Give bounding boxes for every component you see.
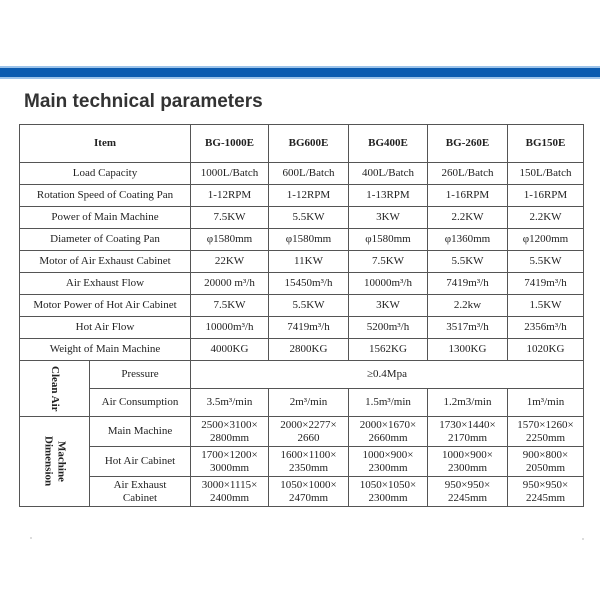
row-value: 600L/Batch (269, 163, 349, 185)
row-value: 3517m³/h (428, 317, 508, 339)
row-label: Hot Air Cabinet (90, 447, 191, 477)
row-value: 5200m³/h (349, 317, 428, 339)
header-band (0, 66, 600, 79)
cell-line: 1050×1000× (280, 478, 337, 491)
cell-line: 1000×900× (442, 448, 493, 461)
row-value: 2.2KW (428, 207, 508, 229)
page-title: Main technical parameters (24, 91, 263, 112)
row-value: 7419m³/h (428, 273, 508, 295)
cell-line: 2050mm (525, 461, 566, 474)
cell-line: 2300mm (368, 491, 408, 504)
cell-line: 2170mm (447, 431, 488, 444)
row-value: 1000L/Batch (191, 163, 269, 185)
row-value: φ1580mm (191, 229, 269, 251)
cell-line: 1050×1050× (359, 478, 417, 491)
row-value: 150L/Batch (508, 163, 584, 185)
row-value: 260L/Batch (428, 163, 508, 185)
row-label: Motor Power of Hot Air Cabinet (20, 295, 191, 317)
decorative-dot (582, 538, 584, 540)
row-value: φ1200mm (508, 229, 584, 251)
row-value (269, 477, 349, 507)
table-row (20, 417, 584, 447)
row-value: 1-12RPM (269, 185, 349, 207)
row-value: 7419m³/h (269, 317, 349, 339)
row-value: 1.2m3/min (428, 389, 508, 417)
row-label: Motor of Air Exhaust Cabinet (20, 251, 191, 273)
cell-line: 2660 (297, 431, 320, 444)
cell-line: 1600×1100× (280, 448, 337, 461)
row-value: 1-16RPM (428, 185, 508, 207)
table-row (20, 207, 584, 229)
row-value: 15450m³/h (269, 273, 349, 295)
row-label: Rotation Speed of Coating Pan (20, 185, 191, 207)
table-row (20, 185, 584, 207)
row-value: 1.5m³/min (349, 389, 428, 417)
row-value: φ1580mm (269, 229, 349, 251)
decorative-dot (30, 537, 32, 539)
cell-line: 3000mm (209, 461, 250, 474)
row-value: 1.5KW (508, 295, 584, 317)
row-value: 1562KG (349, 339, 428, 361)
row-value (428, 417, 508, 447)
row-value: 2800KG (269, 339, 349, 361)
row-value: 20000 m³/h (191, 273, 269, 295)
cell-line: 900×800× (522, 448, 569, 461)
row-value (508, 417, 584, 447)
table-row (20, 447, 584, 477)
cell-line: 2250mm (525, 431, 566, 444)
row-label: Weight of Main Machine (20, 339, 191, 361)
row-label: Power of Main Machine (20, 207, 191, 229)
table-row (20, 477, 584, 507)
row-value: 7.5KW (349, 251, 428, 273)
row-value: 10000m³/h (349, 273, 428, 295)
column-header-model: BG600E (269, 125, 349, 163)
row-value: 5.5KW (269, 295, 349, 317)
cell-line: 2660mm (368, 431, 408, 444)
cell-line: 2300mm (447, 461, 488, 474)
cell-line: 3000×1115× (201, 478, 258, 491)
row-value: 2356m³/h (508, 317, 584, 339)
row-value: 2.2kw (428, 295, 508, 317)
cell-line: 1730×1440× (439, 418, 496, 431)
row-value: 5.5KW (508, 251, 584, 273)
row-value (191, 417, 269, 447)
cell-line: 2245mm (447, 491, 488, 504)
row-value: 5.5KW (269, 207, 349, 229)
cell-line: 2800mm (209, 431, 250, 444)
row-label: Diameter of Coating Pan (20, 229, 191, 251)
table-row (20, 317, 584, 339)
row-value (269, 447, 349, 477)
row-value: ≥0.4Mpa (191, 361, 584, 389)
row-value: 3KW (349, 207, 428, 229)
row-value: 2m³/min (269, 389, 349, 417)
row-value (349, 447, 428, 477)
group-label-machine-dimension: Machine Dimension (20, 417, 90, 507)
cell-line: 2000×2277× (280, 418, 337, 431)
row-value: φ1580mm (349, 229, 428, 251)
row-label: Hot Air Flow (20, 317, 191, 339)
column-header-model: BG150E (508, 125, 584, 163)
row-value (191, 477, 269, 507)
table-row (20, 389, 584, 417)
cell-line: 2245mm (525, 491, 566, 504)
row-value: 2.2KW (508, 207, 584, 229)
row-value: 1-12RPM (191, 185, 269, 207)
row-label (90, 477, 191, 507)
row-value (508, 477, 584, 507)
spec-table (19, 124, 584, 507)
row-value (428, 447, 508, 477)
row-value: 400L/Batch (349, 163, 428, 185)
cell-line: 1700×1200× (201, 448, 258, 461)
row-value: 7.5KW (191, 295, 269, 317)
row-value: 3KW (349, 295, 428, 317)
row-value (349, 477, 428, 507)
row-value: 3.5m³/min (191, 389, 269, 417)
column-header-model: BG-260E (428, 125, 508, 163)
row-value: φ1360mm (428, 229, 508, 251)
cell-line: Cabinet (122, 491, 158, 504)
row-label: Air Exhaust Flow (20, 273, 191, 295)
cell-line: 950×950× (444, 478, 491, 491)
row-label: Load Capacity (20, 163, 191, 185)
row-value: 5.5KW (428, 251, 508, 273)
column-header-item: Item (20, 125, 191, 163)
cell-line: 950×950× (522, 478, 569, 491)
table-row (20, 339, 584, 361)
table-row (20, 273, 584, 295)
cell-line: 2300mm (368, 461, 408, 474)
row-value (349, 417, 428, 447)
group-label-clean-air: Clean Air (20, 361, 90, 417)
column-header-model: BG-1000E (191, 125, 269, 163)
row-value: 1-13RPM (349, 185, 428, 207)
row-label: Main Machine (90, 417, 191, 447)
table-row (20, 229, 584, 251)
cell-line: 2000×1670× (359, 418, 417, 431)
row-value: 7419m³/h (508, 273, 584, 295)
table-row (20, 251, 584, 273)
cell-line: 1570×1260× (517, 418, 574, 431)
cell-line: 2470mm (288, 491, 329, 504)
table-row (20, 295, 584, 317)
row-value: 1300KG (428, 339, 508, 361)
row-value (191, 447, 269, 477)
row-value: 11KW (269, 251, 349, 273)
table-row (20, 163, 584, 185)
cell-line: 2350mm (288, 461, 329, 474)
column-header-model: BG400E (349, 125, 428, 163)
cell-line: Air Exhaust (113, 478, 167, 491)
cell-line: 2500×3100× (201, 418, 258, 431)
row-value: 4000KG (191, 339, 269, 361)
row-value (269, 417, 349, 447)
row-value (428, 477, 508, 507)
cell-line: 2400mm (209, 491, 250, 504)
row-value: 22KW (191, 251, 269, 273)
row-value (508, 447, 584, 477)
row-value: 10000m³/h (191, 317, 269, 339)
table-row (20, 361, 584, 389)
row-label: Pressure (90, 361, 191, 389)
row-value: 1-16RPM (508, 185, 584, 207)
row-label: Air Consumption (90, 389, 191, 417)
cell-line: 1000×900× (362, 448, 414, 461)
row-value: 1020KG (508, 339, 584, 361)
header-row (20, 125, 584, 163)
row-value: 7.5KW (191, 207, 269, 229)
row-value: 1m³/min (508, 389, 584, 417)
